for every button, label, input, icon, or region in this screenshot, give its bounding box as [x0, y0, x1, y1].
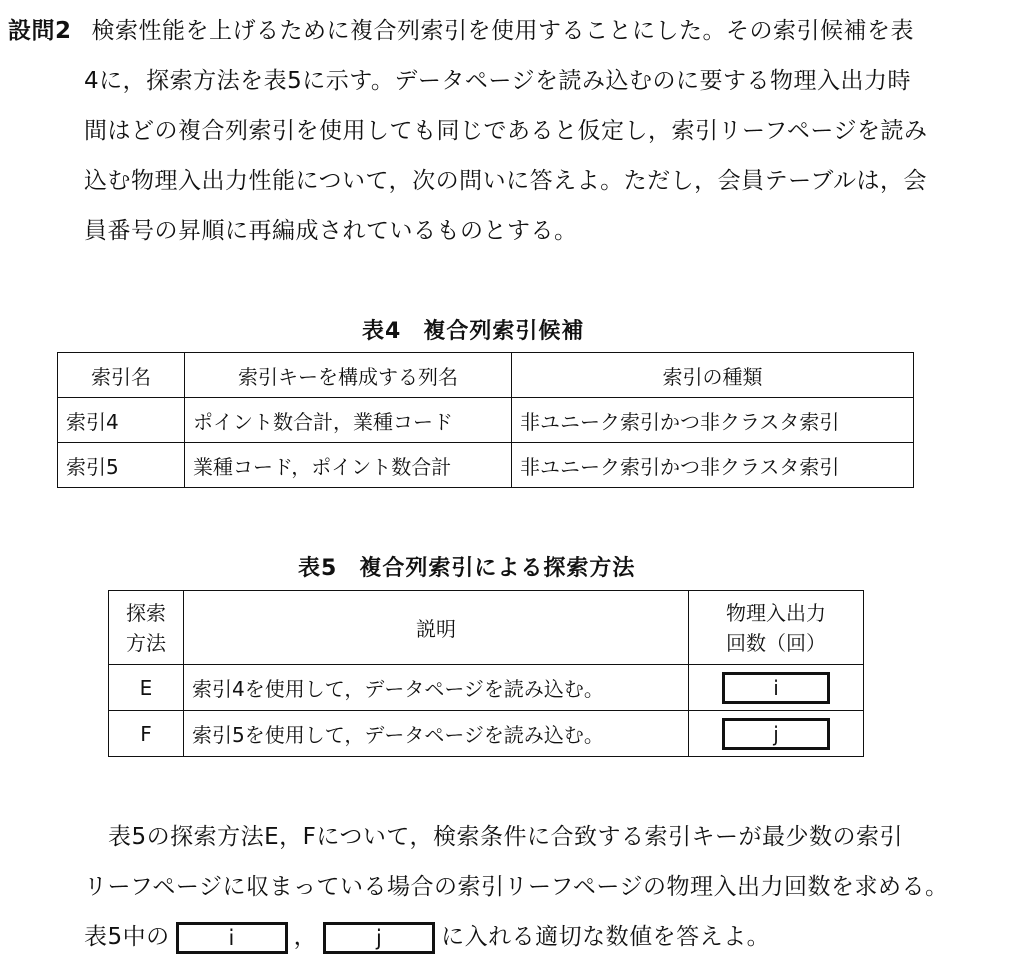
question-line-5: 員番号の昇順に再編成されているものとする。 [84, 218, 578, 244]
table4-header-columns: 索引キーを構成する列名 [185, 353, 512, 398]
question-line-3: 間はどの複合列索引を使用しても同じであると仮定し，索引リーフページを読み [84, 118, 928, 144]
followup-line-3: 表5中の i ， j に入れる適切な数値を答えよ。 [84, 918, 770, 954]
table5-cell-answer [689, 711, 864, 757]
table5 [108, 590, 864, 757]
inline-answer-box-j: j [323, 922, 435, 954]
table5-cell-answer [689, 665, 864, 711]
table5-header-description: 説明 [184, 591, 689, 665]
table4-caption: 表4 複合列索引候補 [362, 319, 585, 344]
question-line-2: 4に，探索方法を表5に示す。データページを読み込むのに要する物理入出力時 [84, 68, 911, 94]
answer-box-j: j [722, 718, 830, 750]
table-row [109, 665, 864, 711]
table4-header-type: 索引の種類 [512, 353, 914, 398]
table4 [57, 352, 914, 488]
table5-header-io-count: 物理入出力 回数（回） [689, 591, 864, 665]
table-row [58, 443, 914, 488]
table4-cell-index-name: 索引5 [58, 443, 185, 488]
table4-cell-columns: 業種コード，ポイント数合計 [185, 443, 512, 488]
table-header-row [109, 591, 864, 665]
table4-cell-type: 非ユニーク索引かつ非クラスタ索引 [512, 398, 914, 443]
followup-line-1: 表5の探索方法E，Fについて，検索条件に合致する索引キーが最少数の索引 [108, 824, 903, 850]
table5-cell-description: 索引4を使用して，データページを読み込む。 [184, 665, 689, 711]
table5-cell-description: 索引5を使用して，データページを読み込む。 [184, 711, 689, 757]
table5-caption: 表5 複合列索引による探索方法 [298, 556, 636, 581]
answer-box-i: i [722, 672, 830, 704]
table-row [58, 398, 914, 443]
question-number: 設問2 [8, 18, 72, 44]
table-header-row [58, 353, 914, 398]
question-line-4: 込む物理入出力性能について，次の問いに答えよ。ただし，会員テーブルは，会 [84, 168, 928, 194]
table4-header-index-name: 索引名 [58, 353, 185, 398]
table5-header-method: 探索 方法 [109, 591, 184, 665]
table5-cell-method: E [109, 665, 184, 711]
inline-answer-box-i: i [176, 922, 288, 954]
table5-cell-method: F [109, 711, 184, 757]
table-row [109, 711, 864, 757]
table4-cell-type: 非ユニーク索引かつ非クラスタ索引 [512, 443, 914, 488]
followup-line-2: リーフページに収まっている場合の索引リーフページの物理入出力回数を求める。 [84, 874, 949, 900]
table4-cell-columns: ポイント数合計，業種コード [185, 398, 512, 443]
question-line-1: 設問2 検索性能を上げるために複合列索引を使用することにした。その索引候補を表 [8, 18, 915, 44]
table4-cell-index-name: 索引4 [58, 398, 185, 443]
